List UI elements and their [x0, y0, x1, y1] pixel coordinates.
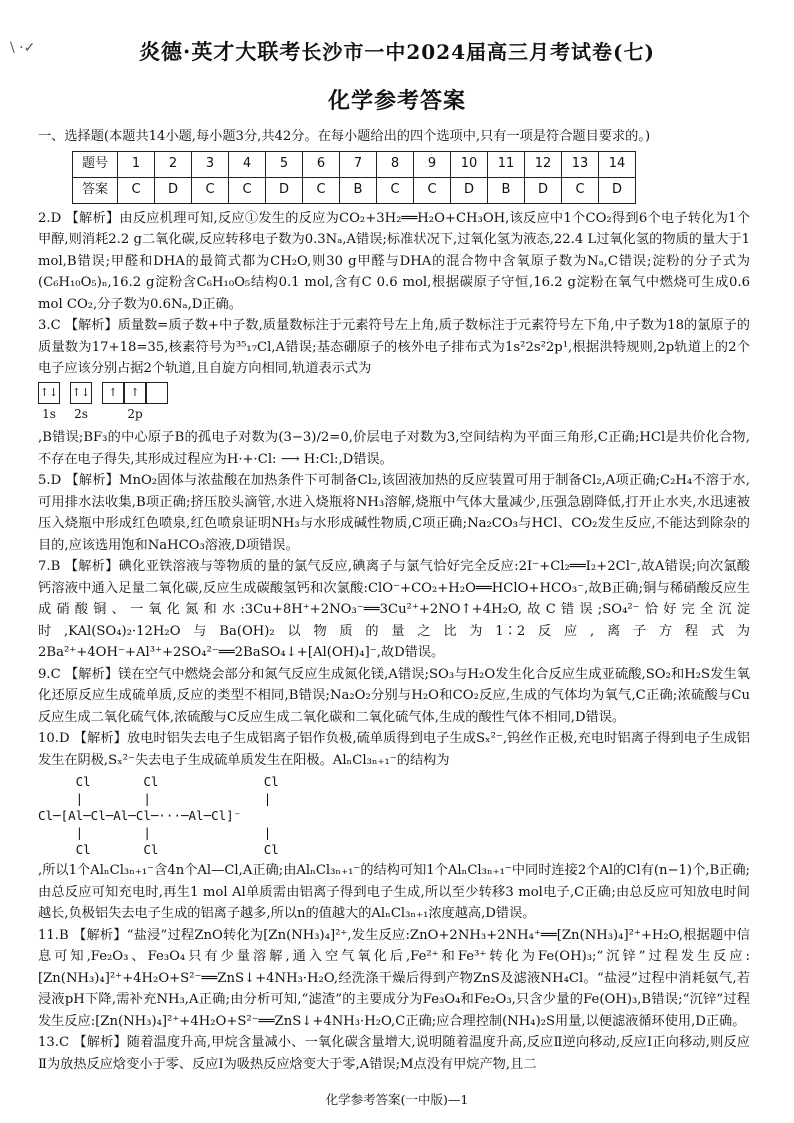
orbital-cell: ↑ [102, 382, 124, 404]
q-number: 2 [155, 151, 192, 177]
q-number: 4 [229, 151, 266, 177]
q-answer: D [266, 177, 303, 203]
explanation-q3: 3.C 【解析】质量数=质子数+中子数,质量数标注于元素符号左上角,质子数标注于元素符号左下角,中子数为18的氯原子的质量数为17+18=35,核素符号为³⁵₁₇Cl,A错误;基态硼原子的核外电子排布式为1s²2s²2p¹,根据洪特规则,2p轨道上的2个电子应该分别占据2个轨道,且自旋方向相同,轨道表示式为 [38, 318, 750, 376]
q-answer: D [451, 177, 488, 203]
explanation-q3-cont: ,B错误;BF₃的中心原子B的孤电子对数为(3−3)/2=0,价层电子对数为3,空间结构为平面三角形,C正确;HCl是共价化合物,不存在电子得失,其形成过程应为H·+·Cl: ⟶ H:Cl:,D错误。 [38, 430, 750, 467]
q-number: 3 [192, 151, 229, 177]
q-answer: C [303, 177, 340, 203]
q-number: 14 [599, 151, 636, 177]
section-intro: 一、选择题(本题共14小题,每小题3分,共42分。在每小题给出的四个选项中,只有一项是符合题目要求的。) [38, 129, 651, 144]
q-number: 11 [488, 151, 525, 177]
explanation-q10-cont: ,所以1个AlₙCl₃ₙ₊₁⁻含4n个Al—Cl,A正确;由AlₙCl₃ₙ₊₁⁻的结构可知1个AlₙCl₃ₙ₊₁⁻中同时连接2个Al的Cl有(n−1)个,B正确;由总反应可知充电时,再生1 mol Al单质需由铝离子得到电子生成,所以至少转移3 mol电子,C正确;由总反应可知放电时间越长,负极铝失去电子生成的铝离子越多,所以n的值越大的AlₙCl₃ₙ₊₁浓度越高,D错误。 [38, 863, 750, 921]
margin-scribble: \ ·✓ [10, 40, 36, 56]
orbital-cell: ↑↓ [70, 382, 92, 404]
row-label-numbers: 题号 [73, 151, 118, 177]
q-number: 8 [377, 151, 414, 177]
q-answer: C [192, 177, 229, 203]
q-number: 6 [303, 151, 340, 177]
explanation-q10: 10.D 【解析】放电时铝失去电子生成铝离子铝作负极,硫单质得到电子生成Sₓ²⁻,钨丝作正极,充电时铝离子得到电子生成铝发生在阴极,Sₓ²⁻失去电子生成硫单质发生在阳极。AlₙCl₃ₙ₊₁⁻的结构为 [38, 731, 750, 768]
brand-name: 炎德·英才大联考 [139, 39, 302, 64]
orbital-2s [70, 382, 92, 426]
q-answer: B [488, 177, 525, 203]
orbital-label: 2p [127, 406, 143, 421]
orbital-cell [146, 382, 168, 404]
orbital-label: 1s [42, 406, 56, 421]
row-label-answers: 答案 [73, 177, 118, 203]
exam-header [0, 36, 794, 66]
alcl-structure: Cl Cl Cl | | | Cl─[Al─Cl─Al─Cl─···─Al─Cl]⁻ | | | Cl Cl Cl [38, 774, 279, 857]
page-footer: 化学参考答案(一中版)—1 [325, 1092, 469, 1107]
q-number: 12 [525, 151, 562, 177]
q-answer: D [155, 177, 192, 203]
q-answer: C [377, 177, 414, 203]
explanation-q5: 5.D 【解析】MnO₂固体与浓盐酸在加热条件下可制备Cl₂,该固液加热的反应装置可用于制备Cl₂,A项正确;C₂H₄不溶于水,可用排水法收集,B项正确;挤压胶头滴管,水进入烧瓶将NH₃溶解,烧瓶中气体大量减少,压强急剧降低,打开止水夹,水迅速被压入烧瓶中形成红色喷泉,红色喷泉证明NH₃与水形成碱性物质,C项正确;Na₂CO₃与HCl、CO₂发生反应,不能达到除杂的目的,应该选用饱和NaHCO₃溶液,D项错误。 [38, 473, 750, 553]
q-number: 1 [118, 151, 155, 177]
orbital-diagram [38, 382, 750, 426]
q-answer: C [562, 177, 599, 203]
exam-title: 长沙市一中2024届高三月考试卷(七) [301, 40, 655, 64]
q-answer: C [229, 177, 266, 203]
explanation-q9: 9.C 【解析】镁在空气中燃烧会部分和氮气反应生成氮化镁,A错误;SO₃与H₂O发生化合反应生成亚硫酸,SO₂和H₂S发生氧化还原反应生成硫单质,反应的类型不相同,B错误;Na₂O₂分别与H₂O和CO₂反应,生成的气体均为氧气,C正确;浓硫酸与Cu反应生成二氧化硫气体,浓硫酸与C反应生成二氧化碳和二氧化硫气体,生成的酸性气体不相同,D错误。 [38, 666, 750, 725]
q-answer: C [118, 177, 155, 203]
table-row-answers [73, 177, 636, 203]
orbital-label: 2s [74, 406, 88, 421]
orbital-cell: ↑ [124, 382, 146, 404]
answer-content [38, 126, 750, 1075]
structure-block [38, 773, 750, 858]
explanation-q2: 2.D 【解析】由反应机理可知,反应①发生的反应为CO₂+3H₂══H₂O+CH₃OH,该反应中1个CO₂得到6个电子转化为1个甲醇,则消耗2.2 g二氧化碳,反应转移电子数为0.3Nₐ,A错误;标准状况下,过氧化氢为液态,22.4 L过氧化氢的物质的量大于1 mol,B错误;甲醛和DHA的最简式都为CH₂O,则30 g甲醛与DHA的混合物中含氧原子数为Nₐ,C错误;淀粉的分子式为(C₆H₁₀O₅)ₙ,16.2 g淀粉含C₆H₁₀O₅结构0.1 mol,含有C 0.6 mol,根据碳原子守恒,16.2 g淀粉在氧气中燃烧可生成0.6 mol CO₂,分子数为0.6Nₐ,D正确。 [38, 210, 751, 312]
q-number: 5 [266, 151, 303, 177]
orbital-2p [102, 382, 168, 426]
answer-table [72, 151, 636, 204]
explanation-q7: 7.B 【解析】碘化亚铁溶液与等物质的量的氯气反应,碘离子与氯气恰好完全反应:2I⁻+Cl₂══I₂+2Cl⁻,故A错误;向次氯酸钙溶液中通入足量二氧化碳,反应生成碳酸氢钙和次氯酸:ClO⁻+CO₂+H₂O══HClO+HCO₃⁻,故B正确;铜与稀硝酸反应生成硝酸铜、一氧化氮和水:3Cu+8H⁺+2NO₃⁻══3Cu²⁺+2NO↑+4H₂O,故C错误;SO₄²⁻恰好完全沉淀时,KAl(SO₄)₂·12H₂O与Ba(OH)₂以物质的量之比为1∶2反应,离子方程式为2Ba²⁺+4OH⁻+Al³⁺+2SO₄²⁻══2BaSO₄↓+[Al(OH)₄]⁻,故D错误。 [38, 559, 750, 660]
orbital-1s [38, 382, 60, 426]
q-answer: B [340, 177, 377, 203]
orbital-cell: ↑↓ [38, 382, 60, 404]
q-answer: D [525, 177, 562, 203]
q-number: 9 [414, 151, 451, 177]
table-row-numbers [73, 151, 636, 177]
subject-title: 化学参考答案 [327, 89, 466, 114]
q-number: 10 [451, 151, 488, 177]
q-number: 7 [340, 151, 377, 177]
explanation-q13: 13.C 【解析】随着温度升高,甲烷含量减小、一氧化碳含量增大,说明随着温度升高,反应Ⅱ逆向移动,反应Ⅰ正向移动,则反应Ⅱ为放热反应焓变小于零、反应Ⅰ为吸热反应焓变大于零,A错误;M点没有甲烷产物,且二 [38, 1035, 750, 1072]
q-answer: C [414, 177, 451, 203]
q-number: 13 [562, 151, 599, 177]
explanation-q11: 11.B 【解析】“盐浸”过程ZnO转化为[Zn(NH₃)₄]²⁺,发生反应:ZnO+2NH₃+2NH₄⁺══[Zn(NH₃)₄]²⁺+H₂O,根据题中信息可知,Fe₂O₃、Fe₃O₄只有少量溶解,通入空气氧化后,Fe²⁺和Fe³⁺转化为Fe(OH)₃;“沉锌”过程发生反应:[Zn(NH₃)₄]²⁺+4H₂O+S²⁻══ZnS↓+4NH₃·H₂O,经洗涤干燥后得到产物ZnS及滤液NH₄Cl。“盐浸”过程中消耗氨气,若浸液pH下降,需补充NH₃,A正确;由分析可知,“滤渣”的主要成分为Fe₃O₄和Fe₂O₃,只含少量的Fe(OH)₃,B错误;“沉锌”过程发生反应:[Zn(NH₃)₄]²⁺+4H₂O+S²⁻══ZnS↓+4NH₃·H₂O,C正确;应合理控制(NH₄)₂S用量,以便滤液循环使用,D正确。 [38, 927, 750, 1029]
q-answer: D [599, 177, 636, 203]
